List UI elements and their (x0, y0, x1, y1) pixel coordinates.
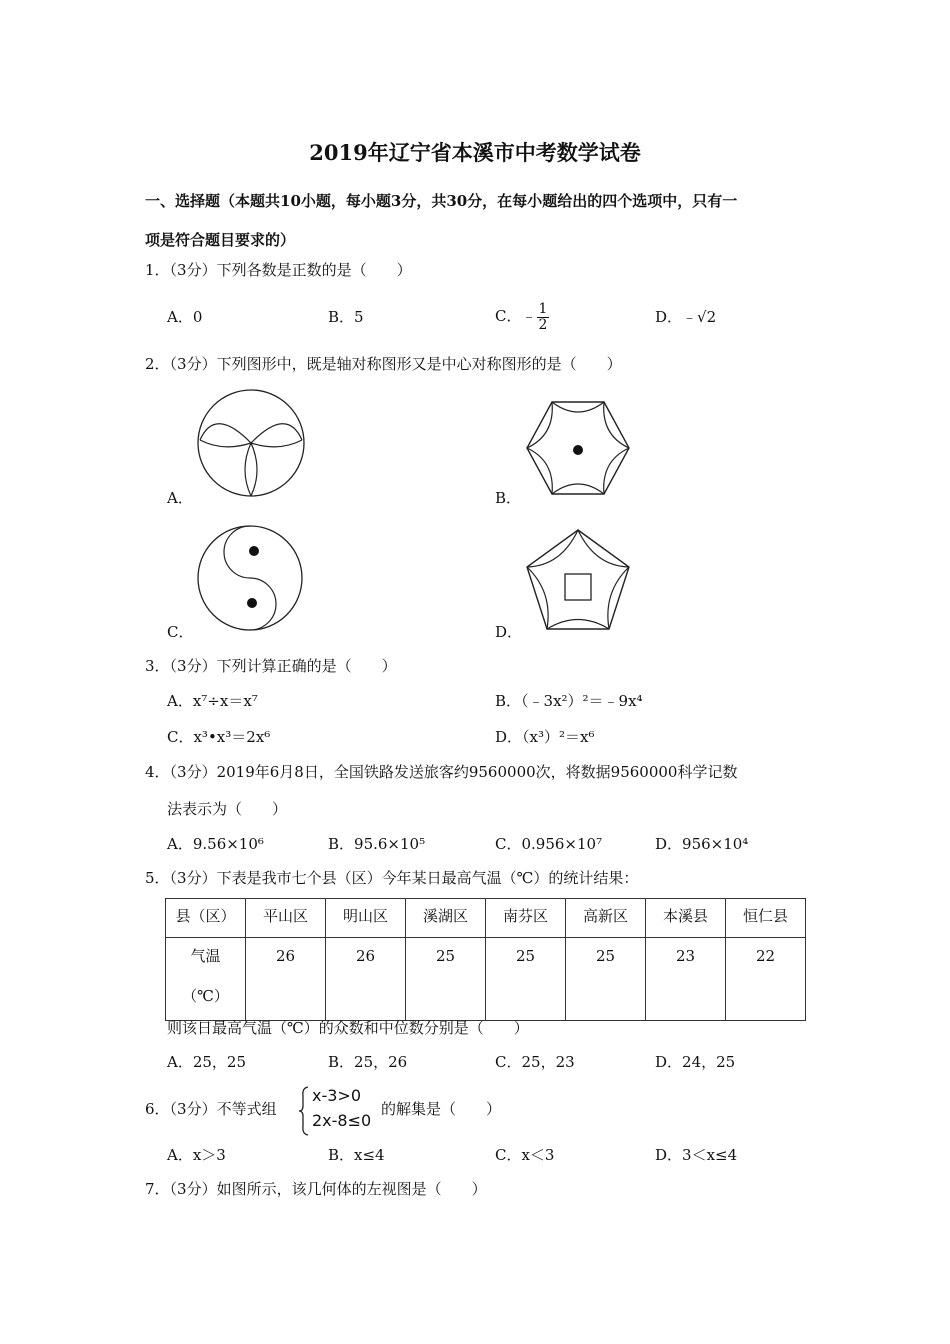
q1-option-d (655, 308, 716, 326)
section-heading-line2: 项是符合题目要求的） (145, 231, 296, 249)
q7-stem: 7．（3分）如图所示，该几何体的左视图是（ ） (145, 1180, 487, 1198)
q1-option-c-sign: ﹣ (521, 307, 537, 325)
table-header-cell: 南芬区 (486, 899, 566, 938)
table-row-label (166, 938, 246, 1021)
q2-option-c: C． (167, 623, 194, 641)
row-label-line1: 气温 (190, 947, 221, 965)
table-cell: 23 (646, 938, 726, 1021)
q2-stem: 2．（3分）下列图形中，既是轴对称图形又是中心对称图形的是（ ） (145, 355, 622, 373)
q6-inequality-2: 2x-8≤0 (312, 1111, 372, 1130)
q6-option-c: C．x＜3 (495, 1146, 555, 1164)
q1-option-a: A．0 (167, 308, 203, 326)
q6-stem-suffix: 的解集是（ ） (381, 1100, 502, 1118)
q6-inequality-1: x-3>0 (312, 1086, 362, 1105)
q4-stem-line1: 4．（3分）2019年6月8日，全国铁路发送旅客约9560000次，将数据9560000科学记数 (145, 763, 738, 781)
figure-a-petal-right-2 (251, 440, 302, 447)
q6-option-b: B．x≤4 (328, 1146, 385, 1164)
table-cell: 25 (566, 938, 646, 1021)
q3-option-a: A．x⁷÷x＝x⁷ (167, 692, 258, 710)
q6-option-a: A．x＞3 (167, 1146, 226, 1164)
figure-a-petal-left-2 (200, 440, 251, 447)
q1-option-c-denominator: 2 (538, 316, 548, 333)
table-cell: 26 (326, 938, 406, 1021)
q3-option-d: D．（x³）²＝x⁶ (495, 728, 595, 746)
q5-option-c: C．25，23 (495, 1053, 575, 1071)
q4-option-c: C．0.956×10⁷ (495, 835, 603, 853)
q1-option-d-value: ﹣√2 (682, 308, 717, 326)
q3-option-c: C．x³•x³＝2x⁶ (167, 728, 271, 746)
table-header-cell: 恒仁县 (726, 899, 806, 938)
q1-stem: 1．（3分）下列各数是正数的是（ ） (145, 261, 412, 279)
q3-stem: 3．（3分）下列计算正确的是（ ） (145, 657, 397, 675)
table-cell: 26 (246, 938, 326, 1021)
q4-option-b: B．95.6×10⁵ (328, 835, 426, 853)
figure-a-petal-left-1 (200, 424, 251, 443)
q2-option-d: D． (495, 623, 523, 641)
row-label-line2: （℃） (182, 987, 229, 1005)
table-row (166, 938, 806, 1021)
table-header-cell: 溪湖区 (406, 899, 486, 938)
figure-c-dot-bottom (247, 598, 257, 608)
q2-figure-b (525, 400, 631, 496)
q1-option-c-numerator: 1 (538, 300, 548, 317)
q3-option-b: B．（﹣3x²）²＝﹣9x⁴ (495, 692, 643, 710)
q5-option-d: D．24，25 (655, 1053, 736, 1071)
figure-c-s-curve (224, 526, 276, 630)
q4-stem-line2: 法表示为（ ） (167, 800, 288, 818)
table-header-cell: 高新区 (566, 899, 646, 938)
q5-option-a: A．25，25 (167, 1053, 247, 1071)
section-heading-line1: 一、选择题（本题共10小题，每小题3分，共30分，在每小题给出的四个选项中，只有一 (145, 192, 738, 210)
q4-option-d: D．956×10⁴ (655, 835, 749, 853)
table-header-cell: 明山区 (326, 899, 406, 938)
table-header-cell: 县（区） (166, 899, 246, 938)
figure-a-petal-bottom-2 (251, 443, 257, 496)
page-title: 2019年辽宁省本溪市中考数学试卷 (309, 140, 641, 165)
q1-option-d-label: D． (655, 308, 683, 326)
q6-stem-prefix: 6．（3分）不等式组 (145, 1100, 277, 1118)
table-header-row (166, 899, 806, 938)
figure-c-dot-top (249, 546, 259, 556)
q5-follow-up: 则该日最高气温（℃）的众数和中位数分别是（ ） (167, 1019, 529, 1037)
figure-a-petal-bottom-1 (245, 443, 251, 496)
q6-inequality-system (298, 1086, 378, 1136)
figure-b-arc-4 (552, 484, 604, 494)
q2-option-a: A． (167, 489, 193, 507)
q2-figure-c (196, 526, 306, 632)
table-cell: 25 (406, 938, 486, 1021)
table-header-cell: 平山区 (246, 899, 326, 938)
table-header-cell: 本溪县 (646, 899, 726, 938)
q5-stem: 5．（3分）下表是我市七个县（区）今年某日最高气温（℃）的统计结果： (145, 869, 639, 887)
q1-option-c-fraction (537, 302, 550, 333)
temperature-table (165, 898, 806, 1021)
figure-b-center-dot (573, 445, 583, 455)
table-cell: 22 (726, 938, 806, 1021)
figure-d-pentagon (527, 530, 629, 629)
q2-figure-d (525, 528, 631, 632)
q6-option-d: D．3＜x≤4 (655, 1146, 738, 1164)
figure-d-arc-3 (547, 620, 609, 630)
figure-b-arc-1 (552, 402, 604, 412)
table-cell: 25 (486, 938, 566, 1021)
q1-option-c (495, 298, 549, 334)
q2-figure-a (195, 388, 310, 500)
q1-option-b: B．5 (328, 308, 364, 326)
q1-option-c-label: C． (495, 307, 522, 325)
q5-option-b: B．25，26 (328, 1053, 408, 1071)
figure-d-center-square (565, 574, 591, 600)
left-brace-icon (298, 1086, 310, 1136)
q4-option-a: A．9.56×10⁶ (167, 835, 264, 853)
q2-option-b: B． (495, 489, 522, 507)
figure-a-petal-right-1 (251, 424, 302, 443)
